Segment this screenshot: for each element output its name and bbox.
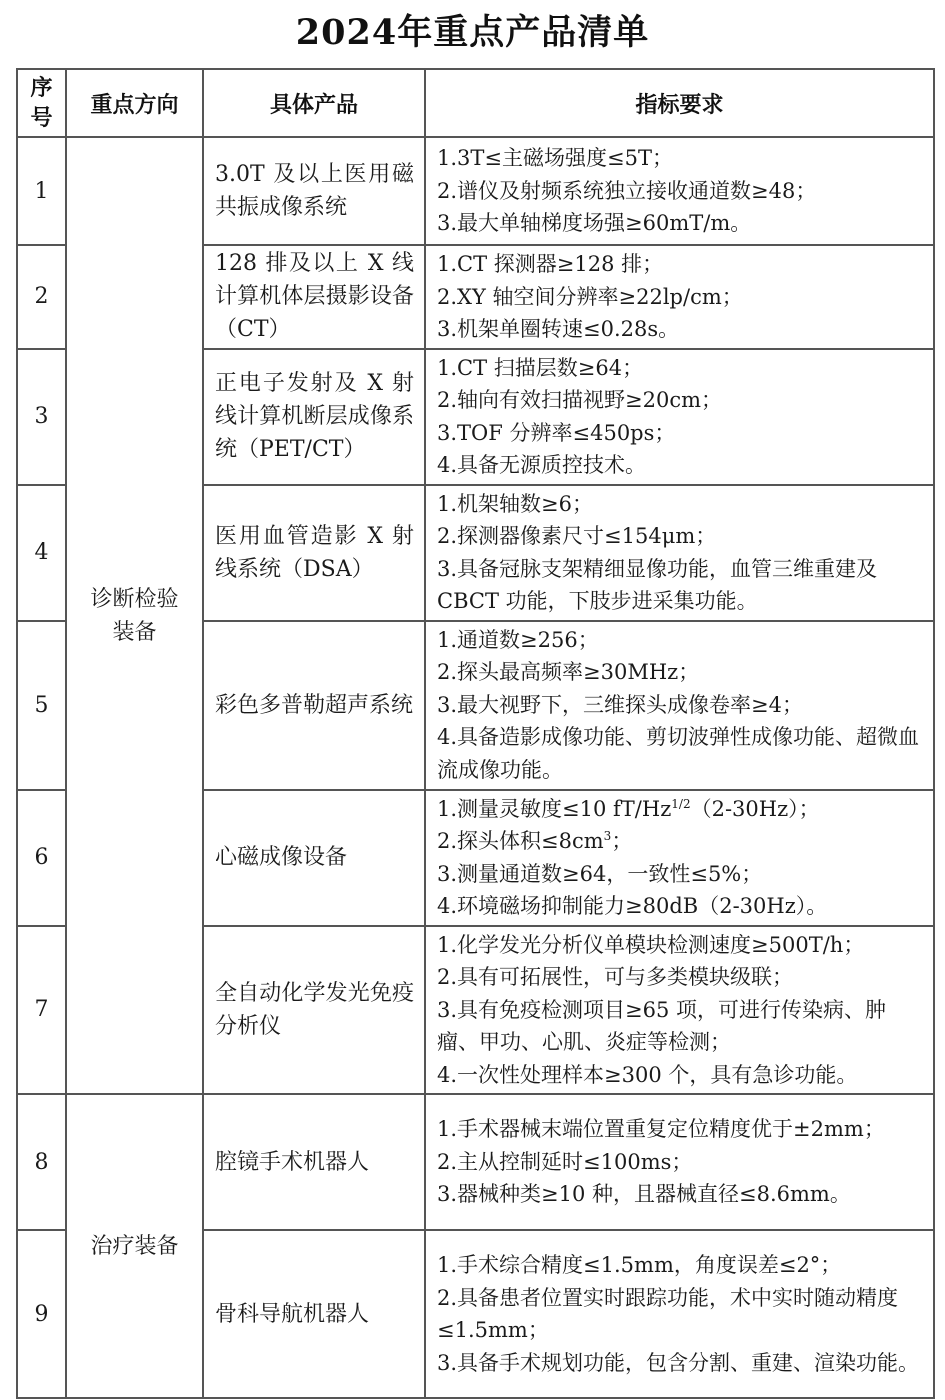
superscript: 3 [603, 829, 612, 843]
requirement-item: 2.轴向有效扫描视野≥20cm； [437, 388, 723, 412]
row-number: 8 [17, 1094, 66, 1230]
requirement-item: 3.TOF 分辨率≤450ps； [437, 420, 676, 445]
requirement-item: 2.XY 轴空间分辨率≥22lp/cm； [437, 284, 743, 309]
requirement-item: 2.谱仪及射频系统独立接收通道数≥48； [437, 178, 817, 203]
requirement-item: 2.探测器像素尺寸≤154μm； [437, 524, 717, 548]
superscript: 1/2 [671, 796, 691, 811]
product-cell: 骨科导航机器人 [203, 1230, 425, 1398]
requirement-item: 3.器械种类≥10 种，且器械直径≤8.6mm。 [437, 1182, 851, 1207]
requirement-item: 1.手术综合精度≤1.5mm，角度误差≤2°； [437, 1253, 842, 1277]
requirements-cell [425, 349, 934, 485]
requirements-cell [425, 1230, 934, 1398]
row-number: 9 [17, 1230, 66, 1398]
requirement-item: 3.最大单轴梯度场强≥60mT/m。 [437, 211, 752, 236]
requirement-item: 3.具备手术规划功能，包含分割、重建、渲染功能。 [437, 1350, 920, 1375]
row-number: 7 [17, 926, 66, 1095]
direction-cell: 治疗装备 [66, 1094, 203, 1398]
row-number: 1 [17, 137, 66, 245]
product-cell: 医用血管造影 X 射线系统（DSA） [203, 485, 425, 621]
requirement-item: 3.具有免疫检测项目≥65 项，可进行传染病、肿瘤、甲功、心肌、炎症等检测； [437, 997, 887, 1054]
requirement-item: 3.测量通道数≥64，一致性≤5%； [437, 861, 763, 886]
product-cell: 心磁成像设备 [203, 790, 425, 926]
header-requirements: 指标要求 [425, 69, 934, 137]
requirement-item: 1.测量灵敏度≤10 $fT/Hz^{1/2}(2-30Hz)$； [437, 796, 820, 821]
requirement-item: 1.CT 扫描层数≥64； [437, 355, 644, 380]
requirement-item: 4.一次性处理样本≥300 个，具有急诊功能。 [437, 1062, 858, 1087]
table-header-row [17, 69, 934, 137]
requirement-item: 1.通道数≥256； [437, 627, 599, 652]
product-cell: 全自动化学发光免疫分析仪 [203, 926, 425, 1095]
requirement-item: 3.最大视野下，三维探头成像卷率≥4； [437, 692, 803, 717]
requirements-cell [425, 621, 934, 790]
row-number: 4 [17, 485, 66, 621]
direction-cell: 诊断检验装备 [66, 137, 203, 1094]
row-number: 6 [17, 790, 66, 926]
product-cell: 3.0T 及以上医用磁共振成像系统 [203, 137, 425, 245]
requirements-cell [425, 1094, 934, 1230]
requirement-item: 2.具有可拓展性，可与多类模块级联； [437, 965, 794, 989]
requirements-cell [425, 245, 934, 349]
page-title: 2024年重点产品清单 [295, 12, 650, 53]
product-cell: 正电子发射及 X 射线计算机断层成像系统（PET/CT） [203, 349, 425, 485]
requirements-cell [425, 485, 934, 621]
requirement-item: 2.探头最高频率≥30MHz； [437, 660, 700, 685]
table-row [17, 1094, 934, 1230]
table-row [17, 137, 934, 245]
requirements-cell [425, 137, 934, 245]
requirement-item: 1.CT 探测器≥128 排； [437, 252, 664, 276]
requirements-cell [425, 790, 934, 926]
header-direction: 重点方向 [66, 69, 203, 137]
header-seq: 序号 [17, 69, 66, 137]
requirement-item: 4.具备造影成像功能、剪切波弹性成像功能、超微血流成像功能。 [437, 725, 920, 782]
product-table [16, 68, 935, 1399]
requirement-item: 1.手术器械末端位置重复定位精度优于±2mm； [437, 1117, 885, 1142]
requirements-cell [425, 926, 934, 1095]
requirement-item: 4.环境磁场抑制能力≥80dB（2-30Hz）。 [437, 894, 828, 918]
product-cell: 彩色多普勒超声系统 [203, 621, 425, 790]
row-number: 3 [17, 349, 66, 485]
requirement-item: 4.具备无源质控技术。 [437, 453, 647, 477]
requirement-item: 1.化学发光分析仪单模块检测速度≥500T/h； [437, 932, 865, 957]
requirement-item: 1.3T≤主磁场强度≤5T； [437, 146, 673, 171]
requirement-item: 2.具备患者位置实时跟踪功能，术中实时随动精度≤1.5mm； [437, 1285, 899, 1342]
row-number: 5 [17, 621, 66, 790]
requirement-item: 2.主从控制延时≤100ms； [437, 1149, 693, 1174]
row-number: 2 [17, 245, 66, 349]
header-product: 具体产品 [203, 69, 425, 137]
requirement-item: 3.具备冠脉支架精细显像功能，血管三维重建及 CBCT 功能，下肢步进采集功能。 [437, 556, 878, 613]
product-cell: 128 排及以上 X 线计算机体层摄影设备（CT） [203, 245, 425, 349]
product-cell: 腔镜手术机器人 [203, 1094, 425, 1230]
requirement-item: 3.机架单圈转速≤0.28s。 [437, 317, 680, 341]
requirement-item: 1.机架轴数≥6； [437, 491, 593, 516]
requirement-item: 2.探头体积$\le 8cm^3$； [437, 829, 633, 853]
